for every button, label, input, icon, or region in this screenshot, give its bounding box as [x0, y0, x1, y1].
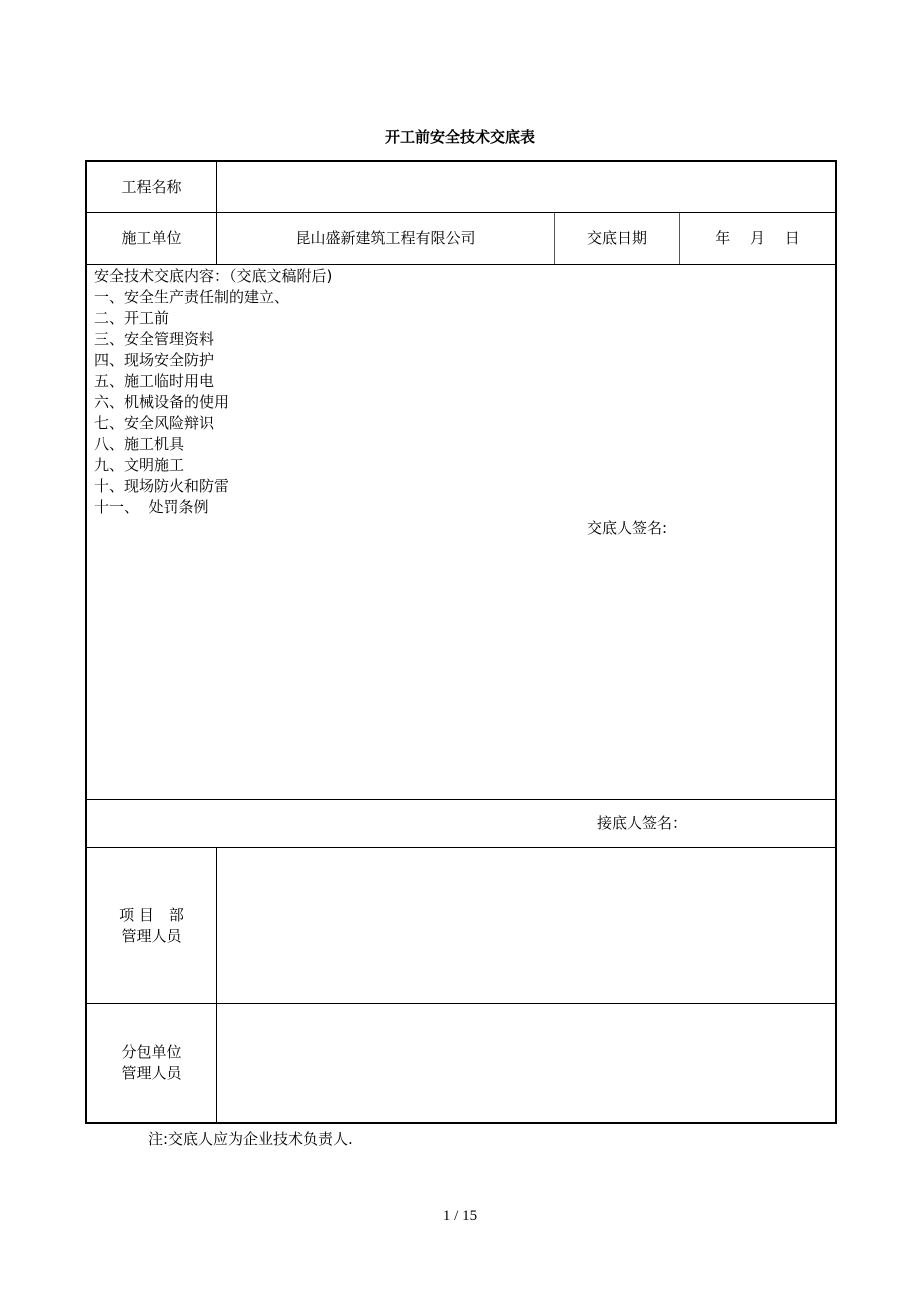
date-label: 交底日期	[586, 229, 647, 247]
page-number: 1 / 15	[442, 1208, 478, 1224]
footnote: 注:交底人应为企业技术负责人.	[148, 1130, 353, 1148]
subcontractor-label	[87, 1004, 216, 1122]
project-dept-label	[87, 848, 216, 1003]
project-dept-label-line1: 项 目 部	[119, 905, 184, 924]
row-divider	[87, 799, 835, 800]
disclosure-content	[94, 266, 332, 518]
content-heading: 安全技术交底内容：（交底文稿附后)	[94, 267, 333, 285]
date-value[interactable]: 年 月 日	[715, 229, 800, 247]
project-dept-label-line2: 管理人员	[121, 926, 182, 945]
subcontractor-label-line1: 分包单位	[121, 1043, 182, 1061]
list-item: 八、施工机具	[94, 435, 185, 453]
receiver-signature-label: 接底人签名：	[597, 813, 688, 832]
document-title: 开工前安全技术交底表	[384, 128, 535, 146]
list-item: 五、施工临时用电	[94, 372, 215, 390]
list-item: 九、文明施工	[94, 456, 185, 474]
project-name-field[interactable]	[217, 162, 835, 212]
construction-unit-value[interactable]: 昆山盛新建筑工程有限公司	[295, 229, 476, 247]
project-name-label: 工程名称	[121, 177, 182, 196]
row-divider	[87, 264, 835, 265]
list-item: 六、机械设备的使用	[94, 393, 230, 411]
list-item: 十一、 处罚条例	[94, 498, 209, 516]
subcontractor-signature-field[interactable]	[217, 1004, 835, 1122]
list-item: 三、安全管理资料	[94, 330, 215, 348]
list-item: 一、安全生产责任制的建立、	[94, 288, 290, 306]
project-dept-signature-field[interactable]	[217, 848, 835, 1003]
list-item: 十、现场防火和防雷	[94, 477, 230, 495]
list-item: 七、安全风险辩识	[94, 414, 215, 432]
subcontractor-label-line2: 管理人员	[121, 1064, 182, 1082]
construction-unit-label: 施工单位	[121, 229, 182, 247]
list-item: 二、开工前	[94, 309, 170, 327]
discloser-signature-label: 交底人签名:	[587, 518, 668, 537]
list-item: 四、现场安全防护	[94, 351, 215, 369]
